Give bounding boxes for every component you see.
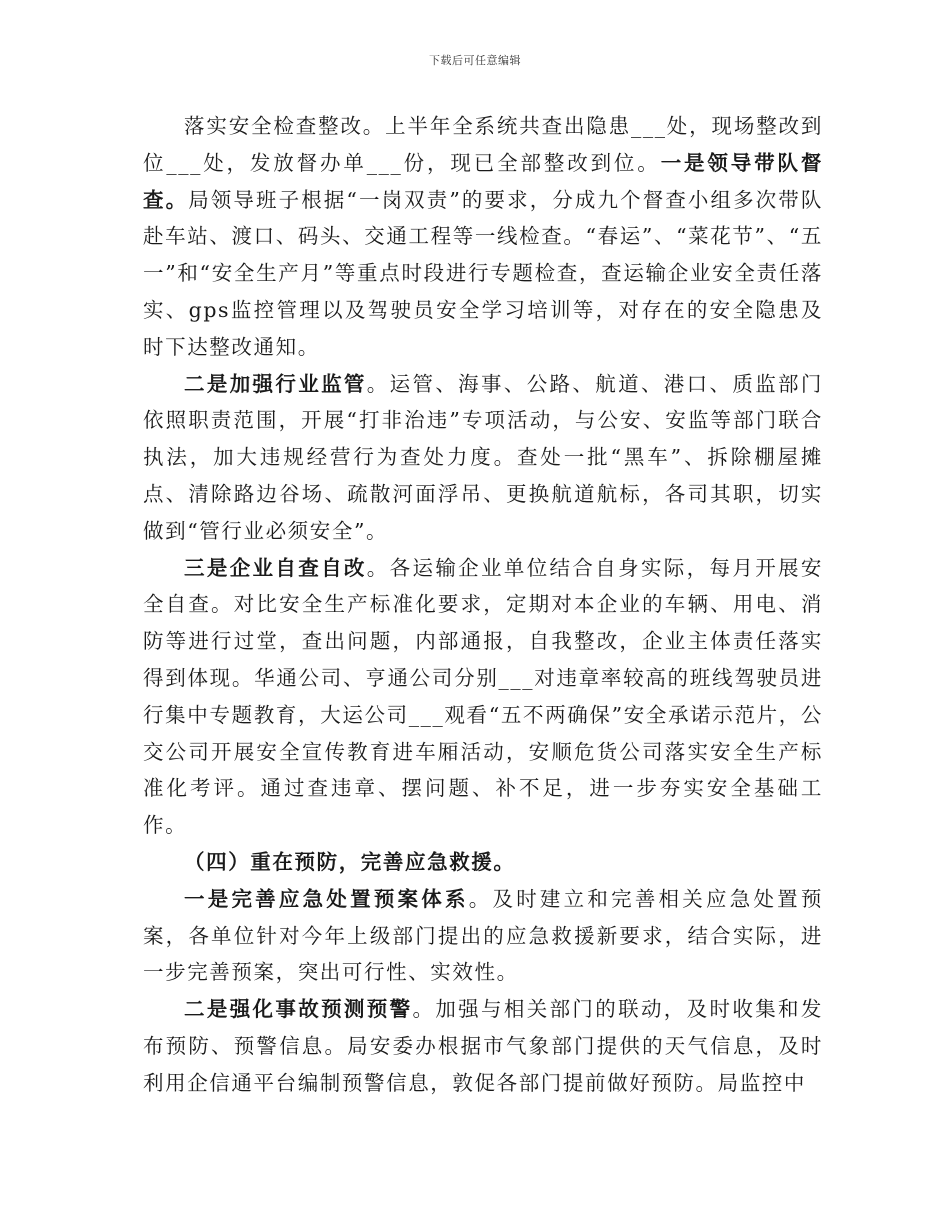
section-heading: （四）重在预防，完善应急救援。 (184, 849, 516, 874)
paragraph-accident-warning (143, 991, 823, 1101)
paragraph-text: 。及时建立和完善相关应急处置预案，各单位针对今年上级部门提出的应急救援新要求，结合实际，进一步完善预案，突出可行性、实效性。 (143, 886, 824, 985)
paragraph-text: 落实安全检查整改。上半年全系统共查出隐患___处，现场整改到位___处，发放督办单___份，现已全部整改到位。 (143, 114, 823, 175)
paragraph-text: 局领导班子根据“一岗双责”的要求，分成九个督查小组多次带队赴车站、渡口、码头、交通工程等一线检查。“春运”、“菜花节”、“五一”和“安全生产月”等重点时段进行专题检查，查运输企业安全责任落实、gps监控管理以及驾驶员安全学习培训等，对存在的安全隐患及时下达整改通知。 (143, 187, 824, 359)
paragraph-bold-lead: 一是完善应急处置预案体系 (184, 886, 469, 911)
paragraph-text: 。运管、海事、公路、航道、港口、质监部门依照职责范围，开展“打非治违”专项活动，与公安、安监等部门联合执法，加大违规经营行为查处力度。查处一批“黑车”、拆除棚屋摊点、清除路边谷场、疏散河面浮吊、更换航道航标，各司其职，切实做到“管行业必须安全”。 (143, 371, 823, 543)
paragraph-bold-lead: 一是领导带队督查。 (143, 150, 824, 212)
paragraph-text: 。加强与相关部门的联动，及时收集和发布预防、预警信息。局安委办根据市气象部门提供的天气信息，及时利用企信通平台编制预警信息，敦促各部门提前做好预防。局监控中 (143, 997, 823, 1095)
paragraph-safety-inspection (143, 108, 823, 366)
paragraph-bold-lead: 二是强化事故预测预警 (184, 997, 413, 1022)
paragraph-emergency-plan (143, 881, 823, 991)
paragraph-bold-lead: 二是加强行业监管 (184, 371, 367, 396)
paragraph-enterprise-self-check (143, 550, 823, 844)
page-header: 下载后可任意编辑 (429, 54, 521, 67)
paragraph-text: 。各运输企业单位结合自身实际，每月开展安全自查。对比安全生产标准化要求，定期对本企业的车辆、用电、消防等进行过堂，查出问题，内部通报，自我整改，企业主体责任落实得到体现。华通公司、亨通公司分别___对违章率较高的班线驾驶员进行集中专题教育，大运公司___观看“五不两确保”安全承诺示范片，公交公司开展安全宣传教育进车厢活动，安顺危货公司落实安全生产标准化考评。通过查违章、摆问题、补不足，进一步夯实安全基础工作。 (143, 555, 823, 838)
paragraph-bold-lead: 三是企业自查自改 (184, 555, 367, 580)
paragraph-industry-supervision (143, 366, 823, 550)
document-body (143, 108, 823, 1102)
